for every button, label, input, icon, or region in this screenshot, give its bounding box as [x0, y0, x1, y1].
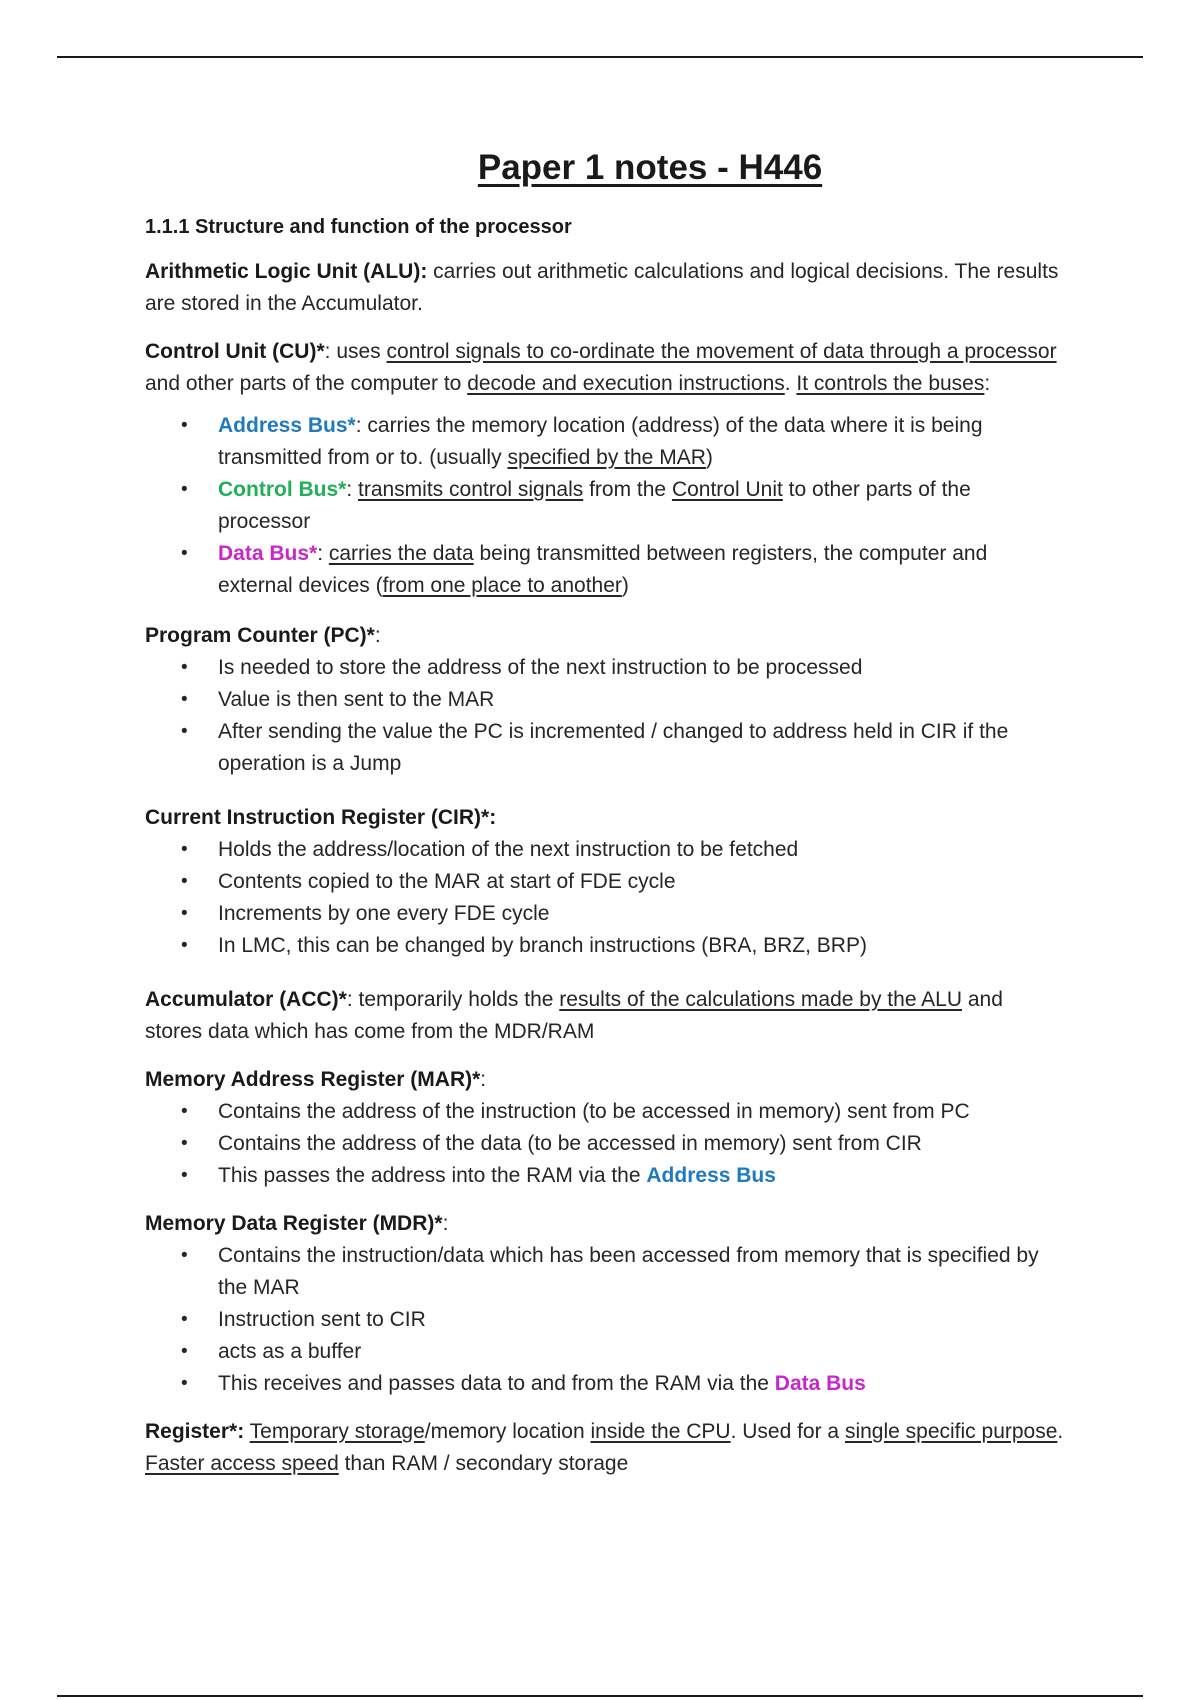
- section-heading: 1.1.1 Structure and function of the processor: [145, 216, 572, 238]
- address-bus-text-2: ): [705, 446, 713, 469]
- control-bus-label: Control Bus*: [218, 478, 347, 501]
- pc-item-text: Value is then sent to the MAR: [218, 688, 495, 711]
- mar-item-text: Contains the address of the instruction (to be accessed in memory) sent from PC: [218, 1100, 970, 1123]
- mdr-list: [145, 1240, 1065, 1400]
- control-bus-underline-2: Control Unit: [671, 478, 783, 501]
- pc-colon: :: [374, 624, 381, 647]
- register-text-2: . Used for a: [730, 1420, 845, 1443]
- bullet-icon: •: [181, 543, 188, 564]
- bullet-icon: •: [181, 1309, 188, 1330]
- control-bus-text-3: to other parts of the processor: [218, 478, 971, 533]
- control-bus-text-1: :: [346, 478, 358, 501]
- bullet-icon: •: [181, 721, 188, 742]
- list-item: [145, 866, 1065, 898]
- mdr-item-text: Contains the instruction/data which has been accessed from memory that is specified by the MAR: [218, 1244, 1039, 1299]
- data-bus-underline-2: from one place to another: [382, 574, 622, 597]
- acc-text-1: : temporarily holds the: [346, 988, 560, 1011]
- bullet-icon: •: [181, 1373, 188, 1394]
- list-item: [145, 1240, 1065, 1304]
- list-item: [145, 1096, 1065, 1128]
- bullet-icon: •: [181, 1101, 188, 1122]
- list-item: [145, 652, 1065, 684]
- bullet-icon: •: [181, 935, 188, 956]
- address-bus-label: Address Bus*: [218, 414, 356, 437]
- alu-paragraph: [145, 256, 1065, 320]
- alu-text: carries out arithmetic calculations and logical decisions. The results are stored in the Accumulator.: [145, 260, 1059, 315]
- list-item: [145, 1128, 1065, 1160]
- cu-underline-1: control signals to co-ordinate the movement of data through a processor: [386, 340, 1057, 363]
- mdr-data-bus-highlight: Data Bus: [774, 1372, 866, 1395]
- list-item: [145, 1368, 1065, 1400]
- alu-term: Arithmetic Logic Unit (ALU): [145, 260, 421, 283]
- cir-heading: Current Instruction Register (CIR)*:: [145, 806, 497, 829]
- cu-term: Control Unit (CU)*: [145, 340, 325, 363]
- mar-colon: :: [480, 1068, 487, 1091]
- alu-colon: :: [420, 260, 428, 283]
- register-paragraph: [145, 1416, 1065, 1480]
- cir-list: [145, 834, 1065, 962]
- list-item: [145, 834, 1065, 866]
- list-item: [145, 538, 1065, 602]
- mdr-heading-line: [145, 1208, 1065, 1240]
- pc-item-text: After sending the value the PC is incremented / changed to address held in CIR if the operation is a Jump: [218, 720, 1009, 775]
- cu-text-3: .: [784, 372, 797, 395]
- bullet-icon: •: [181, 871, 188, 892]
- bus-list: [145, 410, 1065, 602]
- cir-item-text: Increments by one every FDE cycle: [218, 902, 550, 925]
- data-bus-text-3: ): [621, 574, 629, 597]
- bullet-icon: •: [181, 415, 188, 436]
- acc-underline: results of the calculations made by the ALU: [559, 988, 963, 1011]
- list-item: [145, 1304, 1065, 1336]
- bullet-icon: •: [181, 1133, 188, 1154]
- bullet-icon: •: [181, 689, 188, 710]
- list-item: [145, 410, 1065, 474]
- acc-paragraph: [145, 984, 1065, 1048]
- register-text-4: than RAM / secondary storage: [338, 1452, 629, 1475]
- bullet-icon: •: [181, 1245, 188, 1266]
- cir-item-text: Holds the address/location of the next instruction to be fetched: [218, 838, 799, 861]
- cu-underline-2: decode and execution instructions: [467, 372, 785, 395]
- data-bus-text-2: being transmitted between registers, the computer and external devices (: [218, 542, 988, 597]
- bullet-icon: •: [181, 657, 188, 678]
- control-bus-text-2: from the: [583, 478, 672, 501]
- register-underline-2: inside the CPU: [590, 1420, 731, 1443]
- mdr-item-text: acts as a buffer: [218, 1340, 362, 1363]
- register-underline-1: Temporary storage: [249, 1420, 425, 1443]
- document-body: [145, 144, 1065, 1496]
- register-term: Register*:: [145, 1420, 245, 1443]
- bullet-icon: •: [181, 903, 188, 924]
- list-item: [145, 474, 1065, 538]
- list-item: [145, 716, 1065, 780]
- list-item: [145, 930, 1065, 962]
- pc-list: [145, 652, 1065, 780]
- top-rule: [57, 56, 1143, 58]
- mar-list: [145, 1096, 1065, 1192]
- control-bus-underline-1: transmits control signals: [358, 478, 584, 501]
- pc-heading-line: [145, 620, 1065, 652]
- list-item: [145, 684, 1065, 716]
- data-bus-label: Data Bus*: [218, 542, 318, 565]
- bullet-icon: •: [181, 839, 188, 860]
- data-bus-text-1: :: [317, 542, 329, 565]
- page-title: Paper 1 notes - H446: [477, 148, 823, 187]
- cu-text-4: :: [984, 372, 991, 395]
- cu-underline-3: It controls the buses: [796, 372, 985, 395]
- register-text-3: .: [1057, 1420, 1064, 1443]
- mar-heading: Memory Address Register (MAR)*: [145, 1068, 481, 1091]
- register-underline-3: single specific purpose: [844, 1420, 1058, 1443]
- cir-item-text: Contents copied to the MAR at start of FDE cycle: [218, 870, 676, 893]
- cir-heading-line: [145, 802, 1065, 834]
- register-underline-4: Faster access speed: [145, 1452, 339, 1475]
- acc-text-2: and stores data which has come from the MDR/RAM: [145, 988, 1003, 1043]
- cu-colon: :: [324, 340, 331, 363]
- list-item: [145, 1160, 1065, 1192]
- address-bus-text-1: : carries the memory location (address) of the data where it is being transmitted from or to. (usually: [218, 414, 983, 469]
- mar-item-text: Contains the address of the data (to be accessed in memory) sent from CIR: [218, 1132, 922, 1155]
- bullet-icon: •: [181, 1341, 188, 1362]
- list-item: [145, 898, 1065, 930]
- cu-text-2: and other parts of the computer to: [145, 372, 468, 395]
- mdr-colon: :: [442, 1212, 449, 1235]
- mar-item-text: This passes the address into the RAM via the: [218, 1164, 647, 1187]
- list-item: [145, 1336, 1065, 1368]
- bottom-rule: [57, 1695, 1143, 1697]
- mdr-heading: Memory Data Register (MDR)*: [145, 1212, 443, 1235]
- register-text-1: /memory location: [424, 1420, 591, 1443]
- mdr-item-text: Instruction sent to CIR: [218, 1308, 426, 1331]
- cir-item-text: In LMC, this can be changed by branch instructions (BRA, BRZ, BRP): [218, 934, 867, 957]
- pc-heading: Program Counter (PC)*: [145, 624, 375, 647]
- mar-heading-line: [145, 1064, 1065, 1096]
- cu-paragraph: [145, 336, 1065, 400]
- acc-term: Accumulator (ACC)*: [145, 988, 347, 1011]
- bullet-icon: •: [181, 479, 188, 500]
- pc-item-text: Is needed to store the address of the next instruction to be processed: [218, 656, 863, 679]
- data-bus-underline-1: carries the data: [328, 542, 474, 565]
- mdr-item-text: This receives and passes data to and from the RAM via the: [218, 1372, 775, 1395]
- mar-address-bus-highlight: Address Bus: [646, 1164, 776, 1187]
- cu-text-1: uses: [330, 340, 387, 363]
- address-bus-underline: specified by the MAR: [507, 446, 706, 469]
- bullet-icon: •: [181, 1165, 188, 1186]
